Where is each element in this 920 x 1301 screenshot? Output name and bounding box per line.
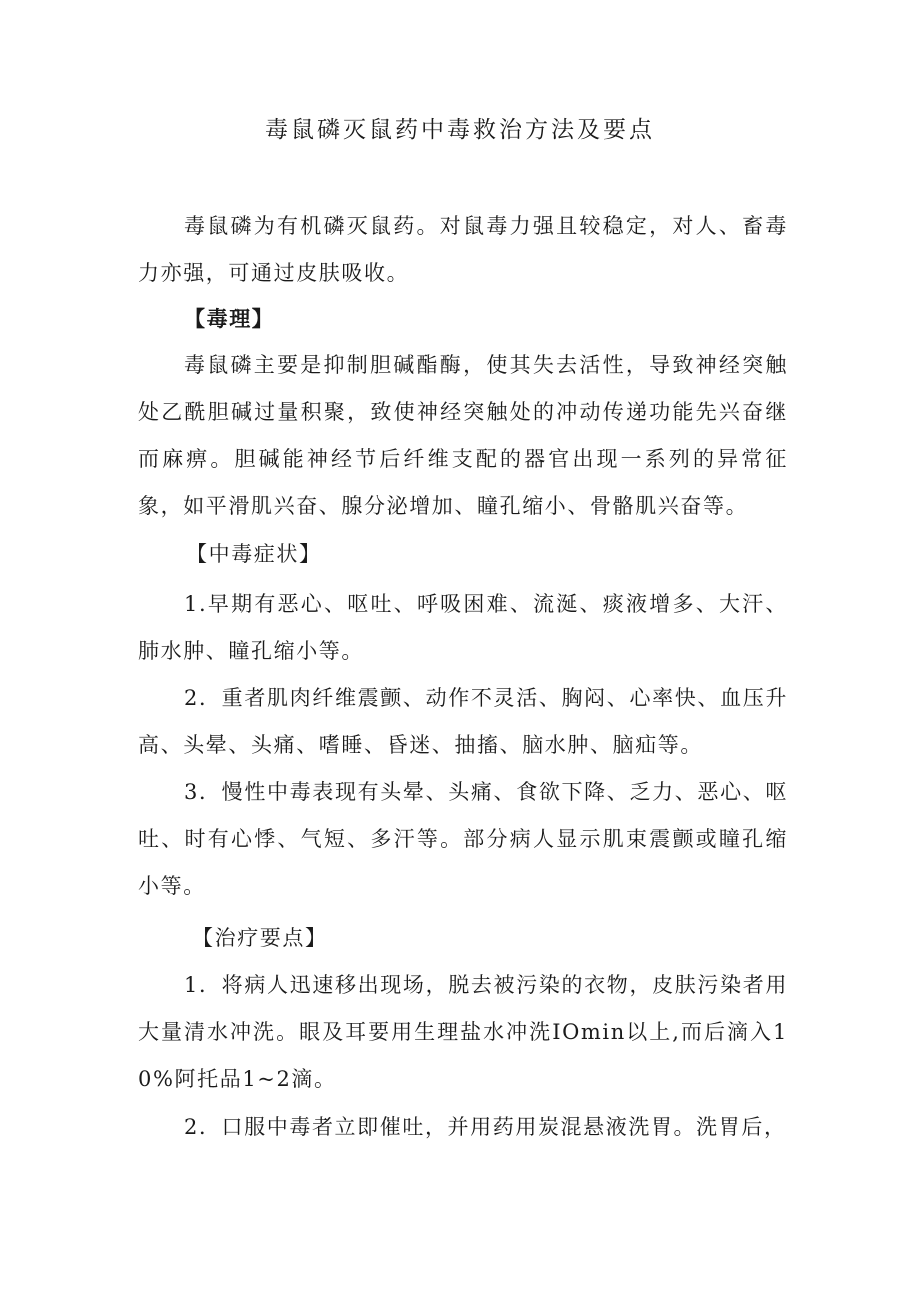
toxicology-paragraph: 毒鼠磷主要是抑制胆碱酯酶，使其失去活性，导致神经突触处乙酰胆碱过量积聚，致使神经突触处的冲动传递功能先兴奋继而麻痹。胆碱能神经节后纤维支配的器官出现一系列的异常征象，如平滑肌兴奋、腺分泌增加、瞳孔缩小、骨骼肌兴奋等。 xyxy=(138,353,788,518)
symptoms-item-1: 1.早期有恶心、呕吐、呼吸困难、流涎、痰液增多、大汗、肺水肿、瞳孔缩小等。 xyxy=(138,592,788,663)
treatment-item-2: 2．口服中毒者立即催吐，并用药用炭混悬液洗胃。洗胃后， xyxy=(184,1115,787,1139)
section-heading-treatment: 【治疗要点】 xyxy=(192,926,328,950)
symptoms-item-2: 2．重者肌肉纤维震颤、动作不灵活、胸闷、心率快、血压升高、头晕、头痛、嗜睡、昏迷、抽搐、脑水肿、脑疝等。 xyxy=(138,686,788,757)
document-title: 毒鼠磷灭鼠药中毒救治方法及要点 xyxy=(265,117,655,143)
symptoms-item-3: 3．慢性中毒表现有头晕、头痛、食欲下降、乏力、恶心、呕吐、时有心悸、气短、多汗等。部分病人显示肌束震颤或瞳孔缩小等。 xyxy=(138,780,788,898)
intro-paragraph: 毒鼠磷为有机磷灭鼠药。对鼠毒力强且较稳定，对人、畜毒力亦强，可通过皮肤吸收。 xyxy=(138,214,788,285)
treatment-item-1: 1．将病人迅速移出现场，脱去被污染的衣物，皮肤污染者用大量清水冲洗。眼及耳要用生理盐水冲洗IOmin以上,而后滴入10%阿托品1~2滴。 xyxy=(138,973,788,1091)
section-heading-toxicology: 【毒理】 xyxy=(184,306,275,331)
section-heading-symptoms: 【中毒症状】 xyxy=(186,542,322,566)
